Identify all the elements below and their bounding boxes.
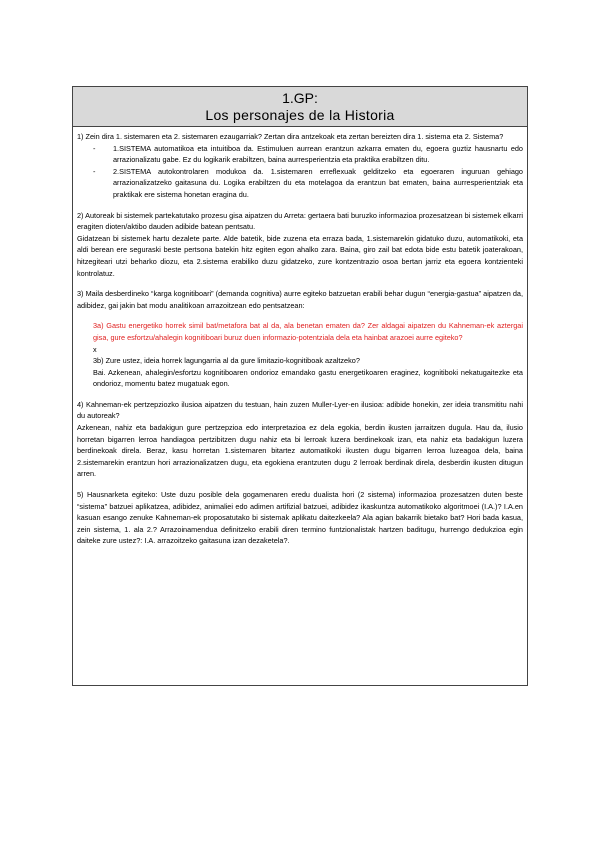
document-table	[72, 86, 528, 686]
answer-3b: Bai. Azkenean, ahalegin/esfortzu kognitiboaren ondorioz emandako gastu energetikoaren eraginez, kognitiboki nekatugaitezke eta ondorioz, momentu batez mugatuak egon.	[93, 367, 523, 389]
question-3: 3) Maila desberdineko “karga kognitiboari” (demanda cognitiva) aurre egiteko batzuetan erabili behar dugun “energia-gastua” aipatzen da, adibidez, gai jakin bat modu analitikoan arrazoitzean edo pentsatzean:	[77, 289, 523, 310]
question-4: 4) Kahneman-ek pertzepziozko ilusioa aipatzen du testuan, hain zuzen Muller-Lyer-en ilusioa: adibide honekin, zer ideia transmititu nahi du autoreak?	[77, 399, 523, 421]
question-2: 2) Autoreak bi sistemek partekatutako prozesu gisa aipatzen du Arreta: gertaera bati buruzko informazioa prozesatzean bi sistemek elkarri eragiten dioten/aktibo dauden adibide batean pentsatu.	[77, 210, 523, 232]
answer-3a: x	[93, 344, 97, 354]
list-item: - 1.SISTEMA automatikoa eta intuitiboa da. Estimuluen aurrean erantzun azkarra ematen du, egoera guztiz hausnartu edo arrazionalizatu gabe. Ez du logikarik erabiltzen, baina aurresperientzia eta praktika erabiltzen ditu.	[93, 143, 523, 166]
header-code: 1.GP:	[282, 90, 318, 106]
document-header	[73, 87, 527, 127]
question-1-answer-list	[77, 143, 523, 201]
question-1: 1) Zein dira 1. sistemaren eta 2. sistemaren ezaugarriak? Zertan dira antzekoak eta zertan bereizten dira 1. sistema eta 2. Sistema?	[77, 132, 504, 141]
question-5: 5) Hausnarketa egiteko: Uste duzu posible dela gogamenaren eredu dualista hori (2 sistema) informazioa prozesatzen duten beste “sistema” batzuei aplikatzea, adibidez, animaliei edo adimen artifizial batzuei, adibidez ikaskuntza automatikoko algoritmoei (I.A.)? I.A.en kasuan esango zenuke Kahneman-ek proposatutako bi sistemak aplikatu daitezkeela? Ala agian bakarrik bietako bat? Hori bada kasua, zein sistema, 1. ala 2.? Arrazoinamendua definitzeko erabili diren termino funtzionalistak hartzen baditugu, hurrengo dedukzioa egin daiteke zure ustez?: I.A. arrazoitzeko gaitasuna izan dezaketela?.	[77, 490, 523, 546]
page-title: Los personajes de la Historia	[205, 107, 395, 123]
answer-4: Azkenean, nahiz eta badakigun gure pertzepzioa edo interpretazioa ez dela egokia, berdin ikusten jarraitzen dugula. Hau da, ilusio horretan bigarren lerroa handiagoa pertzibitzen dugu nahiz eta bi lerroak luzera berdinekoak izan, eta nahiz eta badakigun luzera berdinekoak direla. Beraz, kasu horretan 1.sistemaren bitartez automatikoki ikusten dugu bigarren lerroa luzeagoa dela, baina 2.sistemarekin erantzun hori arrazionalizatzen dugu, eta egokiena erantzuten dugu 2 lerroak berdinak direla, desberdin ikusten ditugun arren.	[77, 423, 523, 479]
answer-2: Gidatzean bi sistemek hartu dezalete parte. Alde batetik, bide zuzena eta erraza bada, 1.sistemarekin gidatuko duzu, automatikoki, eta aldi berean ere seguraski beste pertsona batekin hitz egiten egon ahalko zara. Baina, giro zail bat edota bide estu batetik joaterakoan, hitzegiteari utzi beharko diozu, eta 2.sistema erabiliko duzu gidatzeko, zure kontzentrazio osoa bertan jarriz eta egoera kontzienteki kontrolatuz.	[77, 233, 523, 278]
document-content	[73, 127, 527, 547]
list-item: - 2.SISTEMA autokontrolaren modukoa da. 1.sistemaren erreflexuak gelditzeko eta egoeraren inguruan gehiago arrazionalizatzeko gaitasuna du. Logika erabiltzen du eta motelagoa da erantzun bat ematen, baina aurresperientziak eta praktikak ere sistema honetan eragina du.	[93, 166, 523, 201]
question-3a: 3a) Gastu energetiko horrek simil bat/metafora bat al da, ala benetan ematen da? Zer aldagai aipatzen du Kahneman-ek aztergai gisa, gure esfortzu/ahalegin kognitiboari buruz duen informazio-potentziala dela eta hainbat arazoei aurre egiteko?	[93, 321, 523, 342]
question-3b: 3b) Zure ustez, ideia horrek lagungarria al da gure limitazio-kognitiboak azaltzeko?	[93, 356, 360, 366]
